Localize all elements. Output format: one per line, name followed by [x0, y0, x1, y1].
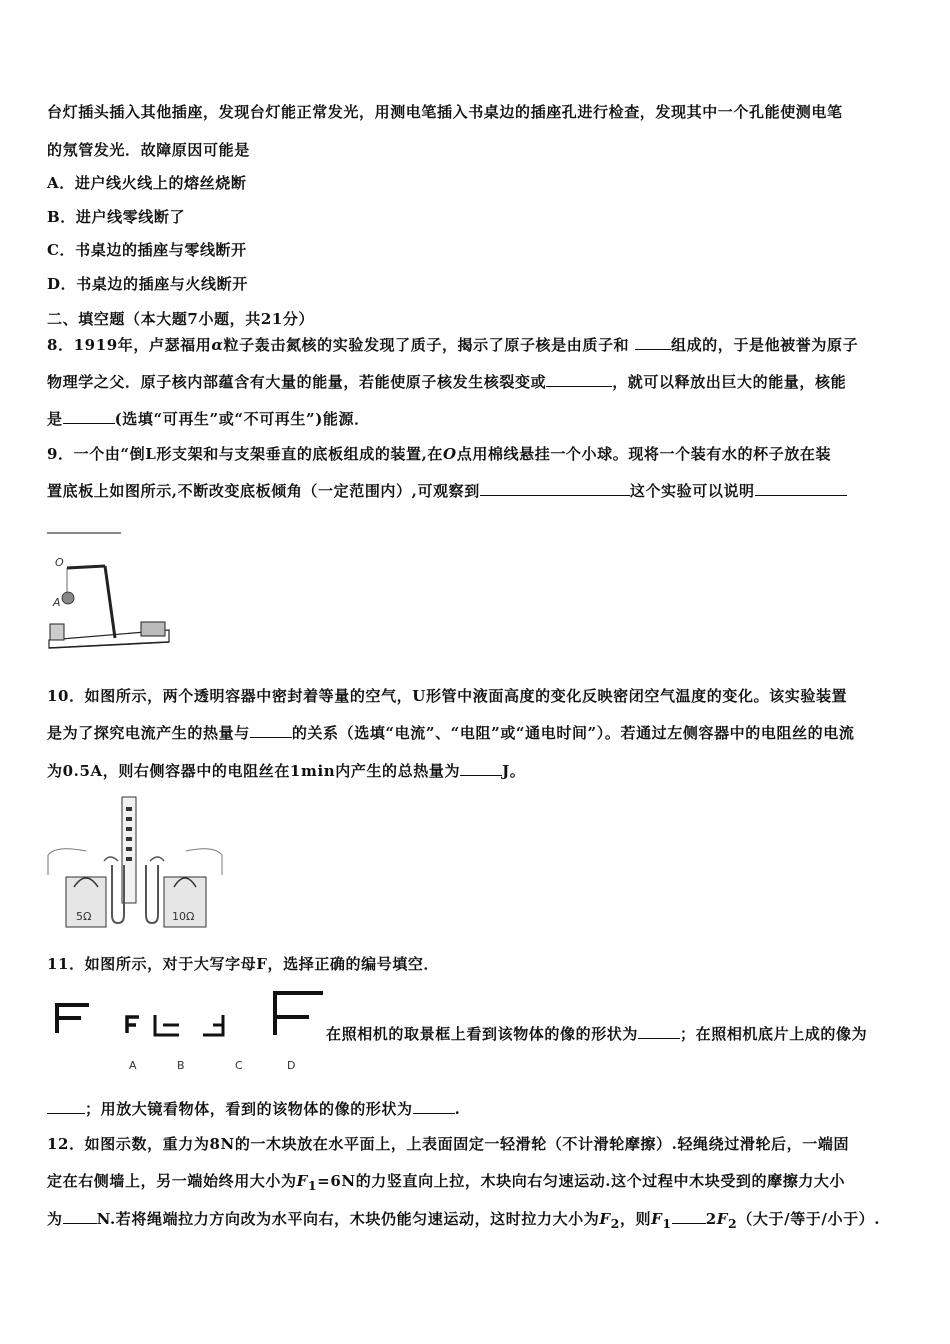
q12-line-3: 为 N.若将绳端拉力方向改为水平向右，木块仍能匀速运动，这时拉力大小为$F_2$，则$F_1$ $2F_2$（大于/等于/小于）.	[47, 1210, 881, 1231]
section-heading: 二、填空题（本大题7小题，共21分）	[47, 310, 315, 328]
q8-line-3: 是 (选填“可再生”或“不可再生”)能源．	[47, 410, 370, 428]
q8-line-2: 物理学之父．原子核内部蕴含有大量的能量，若能使原子核发生核裂变或 ，就可以释放出巨大的能量，核能	[47, 373, 847, 391]
q12-line-1: 12．如图示数，重力为8N的一木块放在水平面上，上表面固定一轻滑轮（不计滑轮摩擦）.轻绳绕过滑轮后，一端固	[47, 1135, 850, 1153]
q11-blank-2[interactable]	[47, 1099, 85, 1114]
q7-line-1: 台灯插头插入其他插座，发现台灯能正常发光，用测电笔插入书桌边的插座孔进行检查，发现其中一个孔能使测电笔	[47, 103, 843, 121]
q8-blank-3[interactable]	[63, 409, 115, 424]
q7-line-2: 的氖管发光．故障原因可能是	[47, 141, 250, 159]
q8-blank-2[interactable]	[546, 372, 612, 387]
q11-line-1: 11．如图所示，对于大写字母F，选择正确的编号填空．	[47, 955, 440, 973]
q9-fig-o-label: O	[55, 558, 64, 569]
q12-line-2: 定在右侧墙上，另一端始终用大小为$F_1=6N$的力竖直向上拉，木块向右匀速运动.这个过程中木块受到的摩擦力大小	[47, 1172, 846, 1193]
q9-blank-2-continuation[interactable]	[47, 518, 123, 538]
q10-figure	[46, 795, 226, 935]
q11-label-d: D	[287, 1059, 296, 1072]
q10-blank-2[interactable]	[460, 761, 502, 776]
q11-blank-3[interactable]	[413, 1099, 455, 1114]
q9-blank-1[interactable]	[480, 481, 630, 496]
q7-option-a[interactable]: A．进户线火线上的熔丝烧断	[47, 174, 247, 192]
q11-label-b: B	[177, 1059, 185, 1072]
q9-line-2: 置底板上如图所示,不断改变底板倾角（一定范围内）,可观察到 这个实验可以说明	[47, 480, 847, 502]
q7-option-d[interactable]: D．书桌边的插座与火线断开	[47, 275, 248, 293]
q9-blank-2[interactable]	[755, 481, 847, 496]
q9-line-1: 9．一个由“倒L形支架和与支架垂直的底板组成的装置,在O点用棉线悬挂一个小球。现将一个装有水的杯子放在装	[47, 445, 832, 463]
q8-line-1: 8．1919年，卢瑟福用α粒子轰击氮核的实验发现了质子，揭示了原子核是由质子和 组成的，于是他被誉为原子	[47, 336, 859, 354]
q10-line-1: 10．如图所示，两个透明容器中密封着等量的空气，U形管中液面高度的变化反映密闭空气温度的变化。该实验装置	[47, 687, 848, 705]
q12-blank-1[interactable]	[63, 1209, 97, 1224]
q9-fig-a-label: A	[53, 596, 61, 609]
q12-blank-2[interactable]	[672, 1209, 706, 1224]
q10-blank-1[interactable]	[250, 723, 292, 738]
q11-line-3: ；用放大镜看物体，看到的该物体的像的形状为 .	[47, 1098, 460, 1120]
q11-line-2: 在照相机的取景框上看到该物体的像的形状为 ；在照相机底片上成的像为	[326, 1025, 868, 1043]
q11-blank-1[interactable]	[638, 1024, 680, 1039]
q8-blank-1[interactable]	[635, 335, 671, 350]
q10-line-3: 为0.5A，则右侧容器中的电阻丝在1min内产生的总热量为 J。	[47, 762, 526, 780]
q7-option-b[interactable]: B．进户线零线断了	[47, 208, 186, 226]
q10-right-resistor-label: 10Ω	[172, 910, 195, 923]
q11-figure	[47, 985, 327, 1075]
q11-label-c: C	[235, 1059, 243, 1072]
q10-line-2: 是为了探究电流产生的热量与 的关系（选填“电流”、“电阻”或“通电时间”）。若通过左侧容器中的电阻丝的电流	[47, 724, 855, 742]
q9-figure	[45, 558, 175, 654]
q10-left-resistor-label: 5Ω	[76, 910, 92, 923]
q7-option-c[interactable]: C．书桌边的插座与零线断开	[47, 241, 247, 259]
q11-label-a: A	[129, 1059, 137, 1072]
